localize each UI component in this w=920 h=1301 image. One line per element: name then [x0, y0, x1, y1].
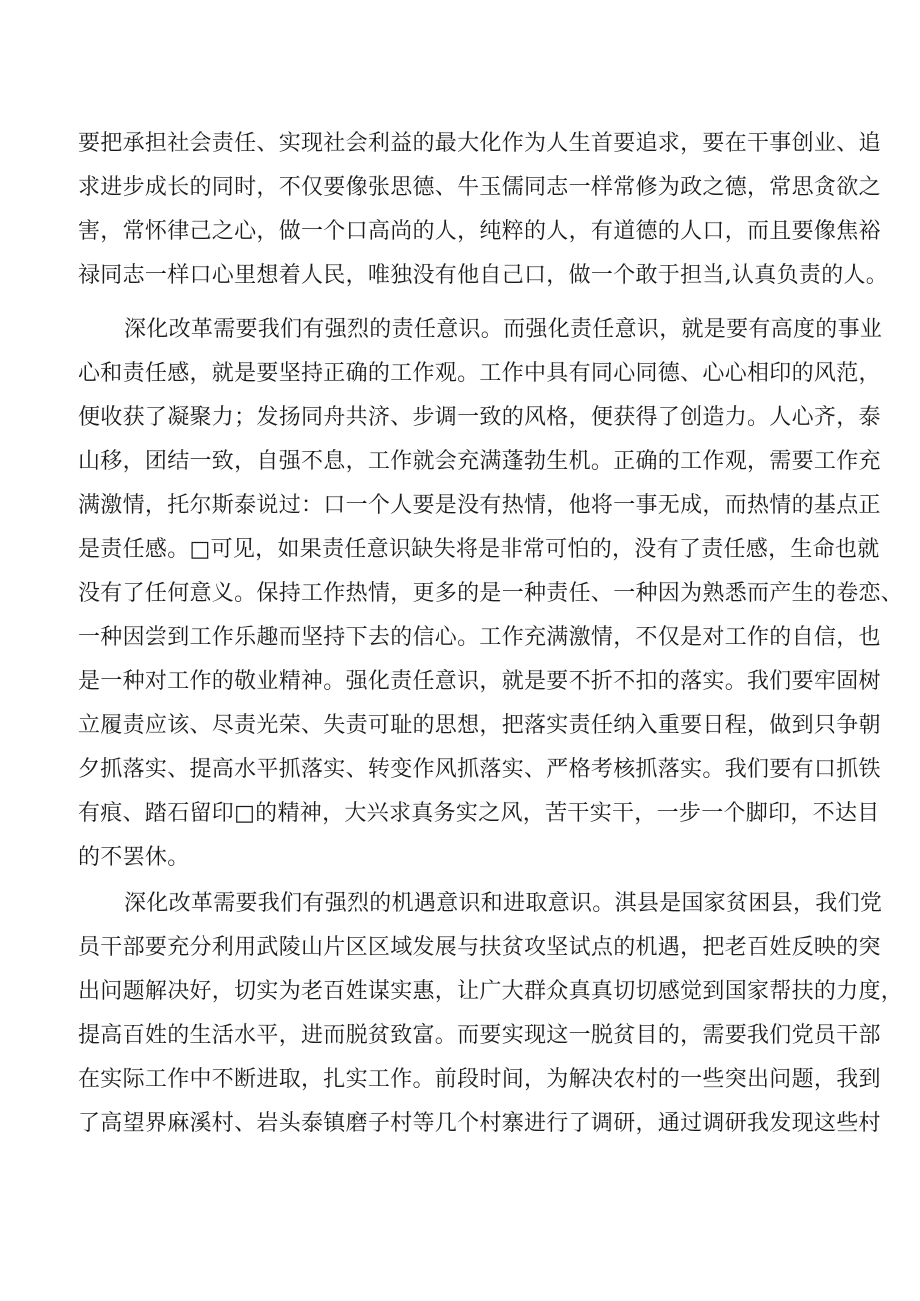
paragraph-line: 害，常怀律己之心，做一个口高尚的人，纯粹的人，有道德的人口，而且要像焦裕: [78, 219, 881, 244]
paragraph-line: 深化改革需要我们有强烈的责任意识。而强化责任意识，就是要有高度的事业: [124, 317, 883, 342]
paragraph-line: 没有了任何意义。保持工作热情，更多的是一种责任、一种因为熟悉而产生的卷恋、: [78, 581, 904, 606]
paragraph-line: 要把承担社会责任、实现社会利益的最大化作为人生首要追求，要在干事创业、追: [78, 131, 881, 156]
paragraph-line: 心和责任感，就是要坚持正确的工作观。工作中具有同心同德、心心相印的风范，: [78, 361, 881, 386]
paragraph-line: 便收获了凝聚力；发扬同舟共济、步调一致的风格，便获得了创造力。人心齐，泰: [78, 405, 881, 430]
paragraph-line: 求进步成长的同时，不仅要像张思德、牛玉儒同志一样常修为政之德，常思贪欲之: [78, 175, 881, 200]
paragraph-line: 山移，团结一致，自强不息，工作就会充满蓬勃生机。正确的工作观，需要工作充: [78, 449, 881, 474]
paragraph-2: [78, 308, 904, 880]
paragraph-line: 出问题解决好，切实为老百姓谋实惠，让广大群众真真切切感觉到国家帮扶的力度，: [78, 979, 904, 1004]
paragraph-1: [78, 122, 889, 298]
paragraph-line: 夕抓落实、提高水平抓落实、转变作风抓落实、严格考核抓落实。我们要有口抓铁: [78, 757, 881, 782]
paragraph-line: 满激情，托尔斯泰说过：口一个人要是没有热情，他将一事无成，而热情的基点正: [78, 493, 881, 518]
paragraph-line: 有痕、踏石留印□的精神，大兴求真务实之风，苦干实干，一步一个脚印，不达目: [78, 801, 880, 826]
paragraph-line: 是责任感。□可见，如果责任意识缺失将是非常可怕的，没有了责任感，生命也就: [78, 537, 880, 562]
paragraph-line: 深化改革需要我们有强烈的机遇意识和进取意识。淇县是国家贫困县，我们党: [124, 891, 883, 916]
paragraph-line: 一种因尝到工作乐趣而坚持下去的信心。工作充满激情，不仅是对工作的自信，也: [78, 625, 881, 650]
paragraph-line: 提高百姓的生活水平，进而脱贫致富。而要实现这一脱贫目的，需要我们党员干部: [78, 1023, 881, 1048]
paragraph-line: 员干部要充分利用武陵山片区区域发展与扶贫攻坚试点的机遇，把老百姓反映的突: [78, 935, 881, 960]
paragraph-line: 立履责应该、尽责光荣、失责可耻的思想，把落实责任纳入重要日程，做到只争朝: [78, 713, 881, 738]
paragraph-line: 在实际工作中不断进取，扎实工作。前段时间，为解决农村的一些突出问题，我到: [78, 1067, 881, 1092]
paragraph-line: 禄同志一样口心里想着人民，唯独没有他自己口，做一个敢于担当,认真负责的人。: [78, 263, 889, 288]
paragraph-line: 是一种对工作的敬业精神。强化责任意识，就是要不折不扣的落实。我们要牢固树: [78, 669, 881, 694]
paragraph-line: 了高望界麻溪村、岩头泰镇磨子村等几个村寨进行了调研，通过调研我发现这些村: [78, 1111, 881, 1136]
paragraph-3: [78, 882, 904, 1146]
paragraph-line: 的不罢休。: [78, 845, 190, 870]
